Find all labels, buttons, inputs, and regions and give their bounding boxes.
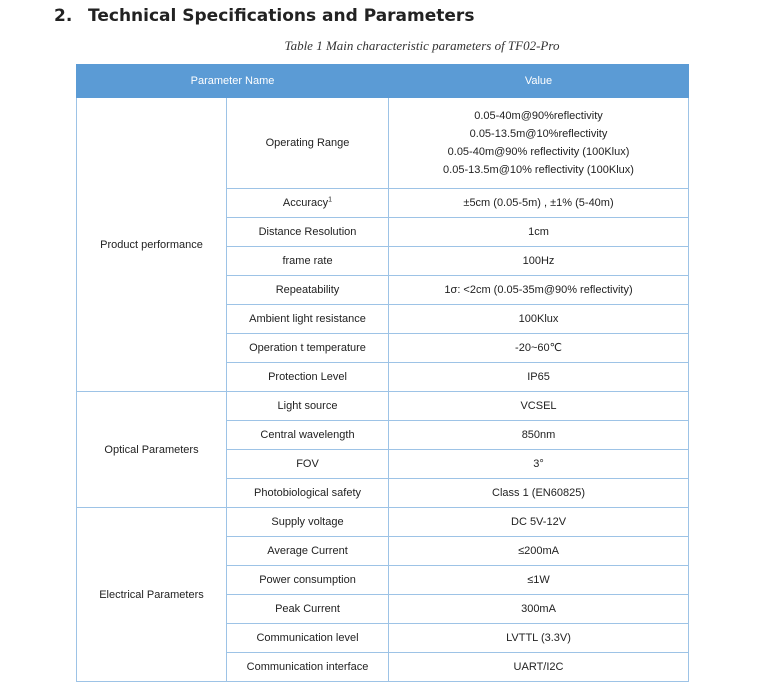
value-line: ≤200mA (518, 545, 559, 557)
value-line: 0.05-13.5m@10% reflectivity (100Klux) (443, 164, 634, 176)
value-cell-operating-range (389, 98, 689, 189)
param-cell-distance-resolution (227, 218, 389, 247)
value-cell-fov (389, 450, 689, 479)
param-cell-peak-current (227, 595, 389, 624)
group-optical-parameters: Optical Parameters (77, 392, 227, 508)
value-cell-ambient-light-resistance (389, 305, 689, 334)
value-cell-communication-level (389, 624, 689, 653)
value-cell-accuracy (389, 189, 689, 218)
header-value: Value (389, 65, 689, 98)
value-line: ±5cm (0.05-5m) , ±1% (5-40m) (463, 197, 614, 209)
param-cell-power-consumption (227, 566, 389, 595)
value-line: 0.05-40m@90%reflectivity (474, 110, 603, 122)
param-name: Operation t temperature (249, 342, 366, 354)
value-cell-distance-resolution (389, 218, 689, 247)
param-cell-accuracy (227, 189, 389, 218)
param-name: Distance Resolution (258, 226, 357, 238)
param-name: Supply voltage (271, 516, 344, 528)
param-name: frame rate (282, 255, 333, 267)
value-cell-communication-interface (389, 653, 689, 682)
value-line: DC 5V-12V (511, 516, 567, 528)
value-cell-peak-current (389, 595, 689, 624)
value-line: 0.05-40m@90% reflectivity (100Klux) (447, 146, 630, 158)
value-cell-photobiological-safety (389, 479, 689, 508)
value-cell-frame-rate (389, 247, 689, 276)
param-cell-supply-voltage (227, 508, 389, 537)
value-line: 0.05-13.5m@10%reflectivity (469, 128, 608, 140)
param-cell-protection-level (227, 363, 389, 392)
value-cell-central-wavelength (389, 421, 689, 450)
param-cell-operating-range (227, 98, 389, 189)
param-cell-photobiological-safety (227, 479, 389, 508)
param-cell-communication-interface (227, 653, 389, 682)
value-cell-average-current (389, 537, 689, 566)
value-line: IP65 (527, 371, 550, 383)
value-cell-protection-level (389, 363, 689, 392)
value-line: 100Hz (522, 255, 555, 267)
param-cell-fov (227, 450, 389, 479)
value-line: UART/I2C (513, 661, 564, 673)
param-name: Repeatability (275, 284, 340, 296)
param-cell-ambient-light-resistance (227, 305, 389, 334)
table-row (77, 98, 689, 189)
param-name: Photobiological safety (254, 487, 362, 499)
param-name: Communication level (256, 632, 359, 644)
param-cell-average-current (227, 537, 389, 566)
table-header-row (77, 65, 689, 98)
table-body (77, 98, 689, 682)
value-line: 3° (533, 458, 544, 470)
value-cell-operation-t-temperature (389, 334, 689, 363)
param-cell-light-source (227, 392, 389, 421)
value-line: -20~60℃ (515, 342, 562, 354)
value-cell-repeatability (389, 276, 689, 305)
table-row (77, 392, 689, 421)
value-line: 1σ: <2cm (0.05-35m@90% reflectivity) (444, 284, 633, 296)
param-cell-communication-level (227, 624, 389, 653)
section-heading (54, 6, 474, 26)
section-title: Technical Specifications and Parameters (88, 6, 475, 26)
value-line: 1cm (528, 226, 549, 238)
param-cell-operation-t-temperature (227, 334, 389, 363)
group-electrical-parameters: Electrical Parameters (77, 508, 227, 682)
param-name: Central wavelength (260, 429, 355, 441)
value-line: 100Klux (518, 313, 559, 325)
table-row (77, 508, 689, 537)
group-product-performance: Product performance (77, 98, 227, 392)
section-number: 2. (54, 6, 73, 26)
param-name: Communication interface (246, 661, 369, 673)
param-name: Average Current (267, 545, 348, 557)
param-name: Protection Level (268, 371, 347, 383)
param-name: Light source (277, 400, 338, 412)
spec-table (76, 64, 689, 682)
value-cell-supply-voltage (389, 508, 689, 537)
header-parameter-name: Parameter Name (77, 65, 389, 98)
param-name: Power consumption (259, 574, 356, 586)
param-cell-repeatability (227, 276, 389, 305)
param-cell-frame-rate (227, 247, 389, 276)
footnote-marker: 1 (328, 196, 333, 204)
param-name: Ambient light resistance (249, 313, 366, 325)
param-name: Operating Range (265, 137, 350, 149)
table-caption: Table 1 Main characteristic parameters of TF02-Pro (284, 38, 560, 53)
value-line: LVTTL (3.3V) (506, 632, 571, 644)
param-name: FOV (296, 458, 319, 470)
value-line: ≤1W (527, 574, 550, 586)
value-line: 850nm (521, 429, 556, 441)
param-cell-central-wavelength (227, 421, 389, 450)
param-name: Peak Current (275, 603, 340, 615)
value-line: VCSEL (520, 400, 557, 412)
value-cell-light-source (389, 392, 689, 421)
value-line: Class 1 (EN60825) (492, 487, 585, 499)
param-name: Accuracy (282, 197, 329, 209)
value-line: 300mA (521, 603, 556, 615)
value-cell-power-consumption (389, 566, 689, 595)
